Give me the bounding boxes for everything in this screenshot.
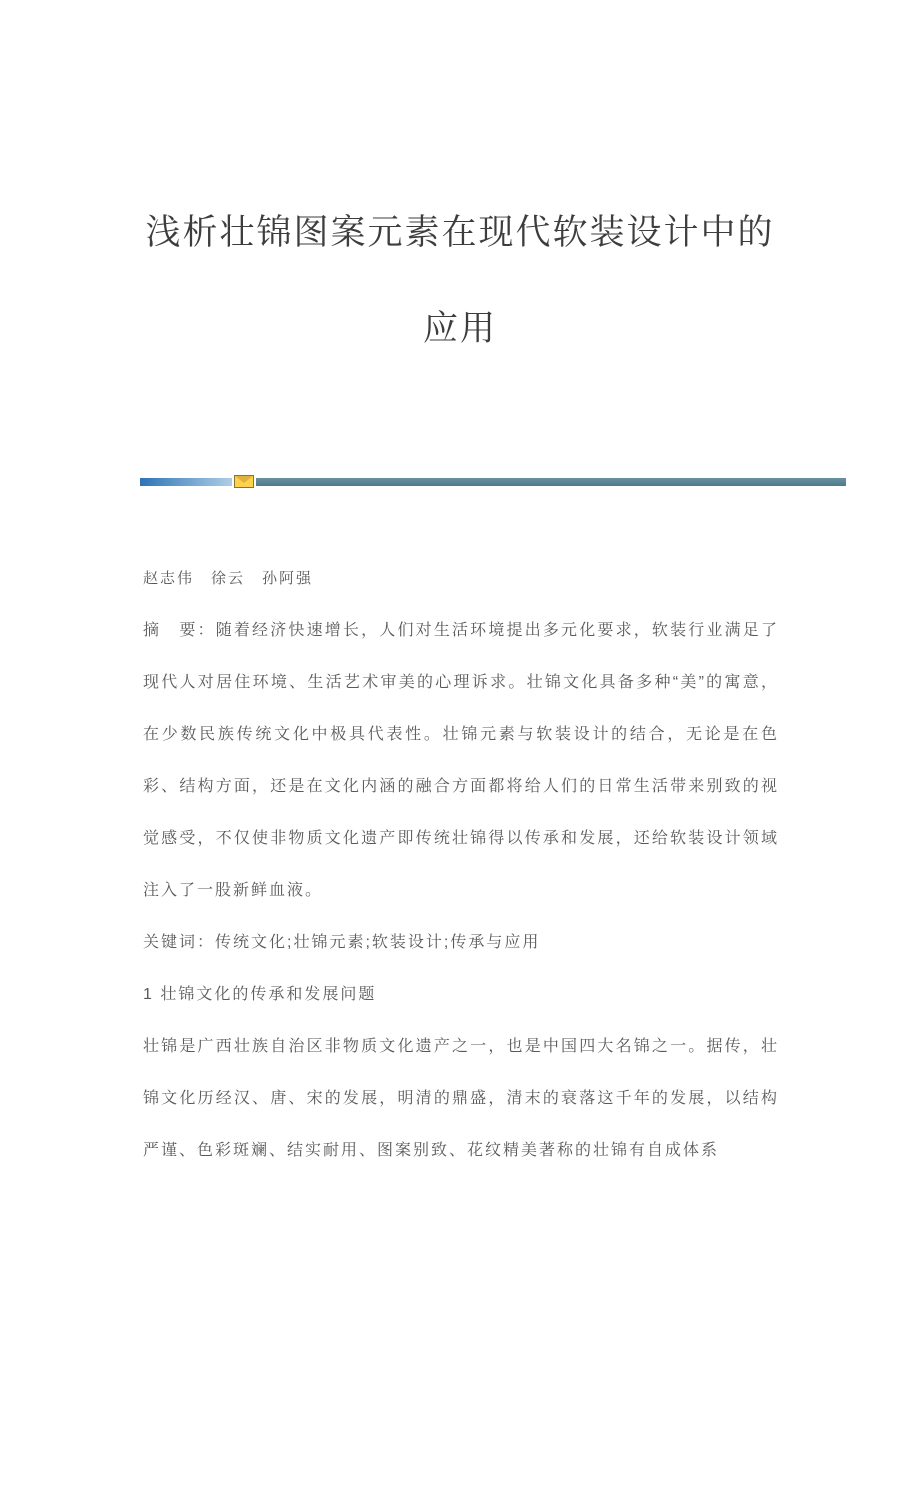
section-1-heading: 1 壮锦文化的传承和发展问题 xyxy=(143,986,377,1003)
envelope-flap xyxy=(235,476,253,483)
divider-gradient-segment xyxy=(140,478,232,486)
decorative-divider xyxy=(140,474,846,489)
section-1-paragraph: 壮锦是广西壮族自治区非物质文化遗产之一，也是中国四大名锦之一。据传，壮锦文化历经汉、唐、宋的发展，明清的鼎盛，清末的衰落这千年的发展，以结构严谨、色彩斑斓、结实耐用、图案别致、花纹精美著称的壮锦有自成体系 xyxy=(143,1038,779,1159)
page-title-line-2: 应用 xyxy=(422,309,497,348)
divider-bar-segment xyxy=(256,478,846,486)
keywords-line: 关键词：传统文化;壮锦元素;软装设计;传承与应用 xyxy=(143,934,541,951)
document-body xyxy=(143,553,779,1177)
abstract-paragraph: 摘 要：随着经济快速增长，人们对生活环境提出多元化要求，软装行业满足了现代人对居住环境、生活艺术审美的心理诉求。壮锦文化具备多种“美”的寓意，在少数民族传统文化中极具代表性。壮锦元素与软装设计的结合，无论是在色彩、结构方面，还是在文化内涵的融合方面都将给人们的日常生活带来别致的视觉感受，不仅使非物质文化遗产即传统壮锦得以传承和发展，还给软装设计领域注入了一股新鲜血液。 xyxy=(143,622,779,899)
page-title xyxy=(0,185,920,377)
authors-line: 赵志伟 徐云 孙阿强 xyxy=(143,570,314,587)
document-page xyxy=(0,185,920,1487)
envelope-icon xyxy=(234,475,254,488)
page-title-line-1: 浅析壮锦图案元素在现代软装设计中的 xyxy=(145,213,775,252)
